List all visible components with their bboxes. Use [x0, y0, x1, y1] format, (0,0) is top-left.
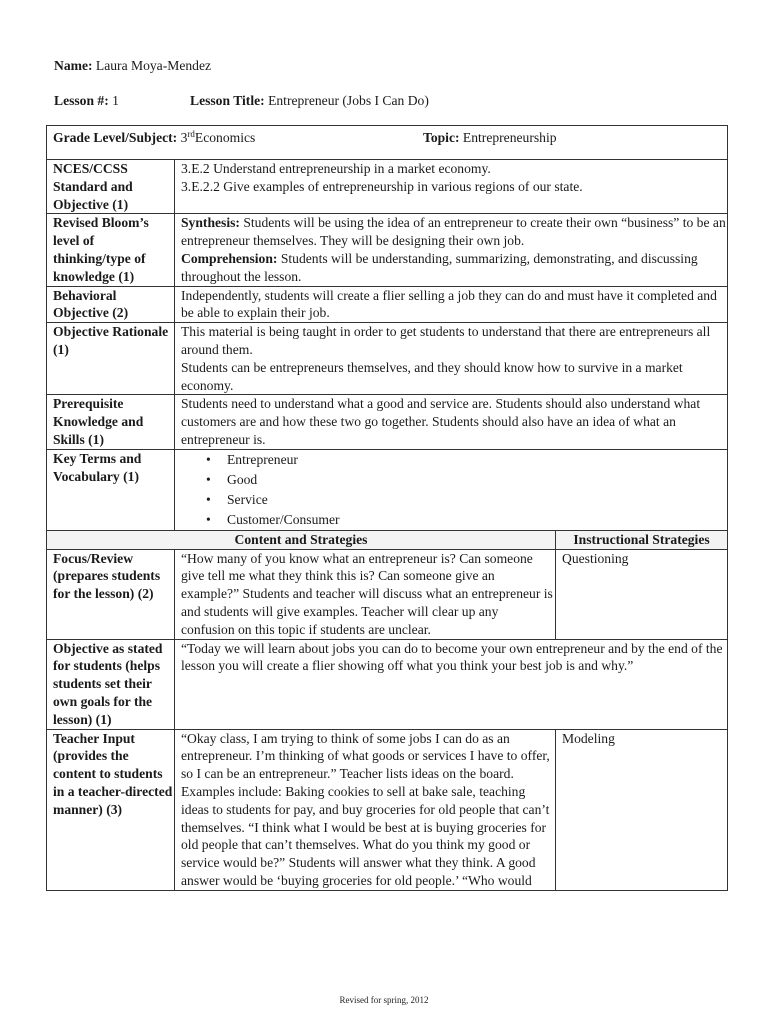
- objective-stated-label: Objective as stated for students (helps students set their own goals for the lesson) (1): [47, 639, 175, 729]
- list-item: • Customer/Consumer: [227, 510, 727, 530]
- rationale-text: This material is being taught in order to get students to understand that there are entrepreneurs all around them.: [181, 324, 711, 357]
- blooms-content: [175, 214, 728, 286]
- topic-value: Entrepreneurship: [462, 130, 557, 145]
- blooms-label: Revised Bloom’s level of thinking/type of knowledge (1): [47, 214, 175, 286]
- terms-row: [47, 449, 728, 530]
- standard-line: 3.E.2.2 Give examples of entrepreneurship in various regions of our state.: [181, 178, 583, 194]
- comprehension-label: Comprehension:: [181, 250, 278, 266]
- teacher-input-label: Teacher Input (provides the content to students in a teacher-directed manner) (3): [47, 729, 175, 890]
- teacher-input-row: [47, 729, 728, 890]
- behavioral-row: [47, 286, 728, 323]
- focus-strategy: Questioning: [556, 549, 728, 639]
- lesson-plan-table: [46, 125, 728, 891]
- terms-content: [175, 449, 728, 530]
- behavioral-content: Independently, students will create a flier selling a job they can do and must have it completed and be able to explain their job.: [175, 286, 728, 323]
- rationale-label: Objective Rationale (1): [47, 323, 175, 395]
- prereq-content: Students need to understand what a good and service are. Students should also understand what customers are and how these two go together. Students should also have an idea of what an entrepreneur is.: [175, 395, 728, 449]
- rationale-row: [47, 323, 728, 395]
- grade-row: [47, 126, 728, 160]
- synthesis-text: Students will be using the idea of an entrepreneur to create their own “business” to be an entrepreneur themselves. They will be designing their own job.: [181, 215, 726, 249]
- bullet-icon: •: [206, 451, 211, 467]
- terms-list: [181, 450, 727, 530]
- grade-suffix: rd: [187, 129, 195, 139]
- terms-label: Key Terms and Vocabulary (1): [47, 449, 175, 530]
- topic-label: Topic:: [423, 130, 460, 145]
- teacher-input-content: “Okay class, I am trying to think of some jobs I can do as an entrepreneur. I’m thinking of what goods or services I have to offer, so I can be an entrepreneur.” Teacher lists ideas on the board. Examples include: Baking cookies to sell at bake sale, teaching ideas to students for pay, and buy groceries for old people that can’t themselves. “I think what I would be best at is buying groceries for old people that can’t themselves. What do you think my good or service would be?” Students will answer what they think. A good answer would be ‘buying groceries for old people.’ “Who would: [175, 729, 556, 890]
- page-footer: Revised for spring, 2012: [339, 995, 429, 1005]
- behavioral-label: Behavioral Objective (2): [47, 286, 175, 323]
- objective-stated-row: [47, 639, 728, 729]
- lesson-title-label: Lesson Title:: [190, 93, 265, 108]
- lesson-title: [190, 93, 429, 109]
- strategies-header-row: [47, 530, 728, 549]
- subject-value: Economics: [194, 130, 256, 145]
- lesson-title-value: Entrepreneur (Jobs I Can Do): [268, 93, 429, 108]
- list-item: • Service: [227, 490, 727, 510]
- lesson-number-label: Lesson #:: [54, 93, 109, 108]
- standard-label: NCES/CCSS Standard and Objective (1): [47, 160, 175, 214]
- standard-row: [47, 160, 728, 214]
- instructional-strategies-header: Instructional Strategies: [556, 530, 728, 549]
- content-strategies-header: Content and Strategies: [47, 530, 556, 549]
- standard-content: [175, 160, 728, 214]
- bullet-icon: •: [206, 511, 211, 527]
- grade-label: Grade Level/Subject:: [53, 130, 178, 145]
- objective-stated-content: “Today we will learn about jobs you can do to become your own entrepreneur and by the end of the lesson you will create a flier showing off what you think your best job is and why.”: [175, 639, 728, 729]
- grade-cell: [47, 126, 728, 160]
- focus-label: Focus/Review (prepares students for the lesson) (2): [47, 549, 175, 639]
- lesson-line: [54, 93, 429, 109]
- focus-content: “How many of you know what an entrepreneur is? Can someone give tell me what they think this is? Can someone give an example?” Students and teacher will discuss what an entrepreneur is and students will give examples. Teacher will clear up any confusion on this topic if students are unclear.: [175, 549, 556, 639]
- bullet-icon: •: [206, 471, 211, 487]
- name-value: Laura Moya-Mendez: [95, 58, 212, 73]
- lesson-number-value: 1: [112, 93, 119, 108]
- focus-row: [47, 549, 728, 639]
- synthesis-label: Synthesis:: [181, 215, 240, 231]
- blooms-row: [47, 214, 728, 286]
- standard-line: 3.E.2 Understand entrepreneurship in a market economy.: [181, 161, 491, 176]
- grade-number: 3: [180, 130, 188, 145]
- prereq-row: [47, 395, 728, 449]
- comprehension-text: Students will be understanding, summarizing, demonstrating, and discussing throughout the lesson.: [181, 250, 698, 284]
- prereq-label: Prerequisite Knowledge and Skills (1): [47, 395, 175, 449]
- teacher-input-strategy: Modeling: [556, 729, 728, 890]
- bullet-icon: •: [206, 491, 211, 507]
- name-line: [54, 58, 211, 74]
- list-item: • Entrepreneur: [227, 450, 727, 470]
- rationale-text: Students can be entrepreneurs themselves, and they should know how to survive in a market economy.: [181, 359, 683, 393]
- topic: [423, 129, 557, 147]
- rationale-content: [175, 323, 728, 395]
- name-label: Name:: [54, 58, 93, 73]
- list-item: • Good: [227, 470, 727, 490]
